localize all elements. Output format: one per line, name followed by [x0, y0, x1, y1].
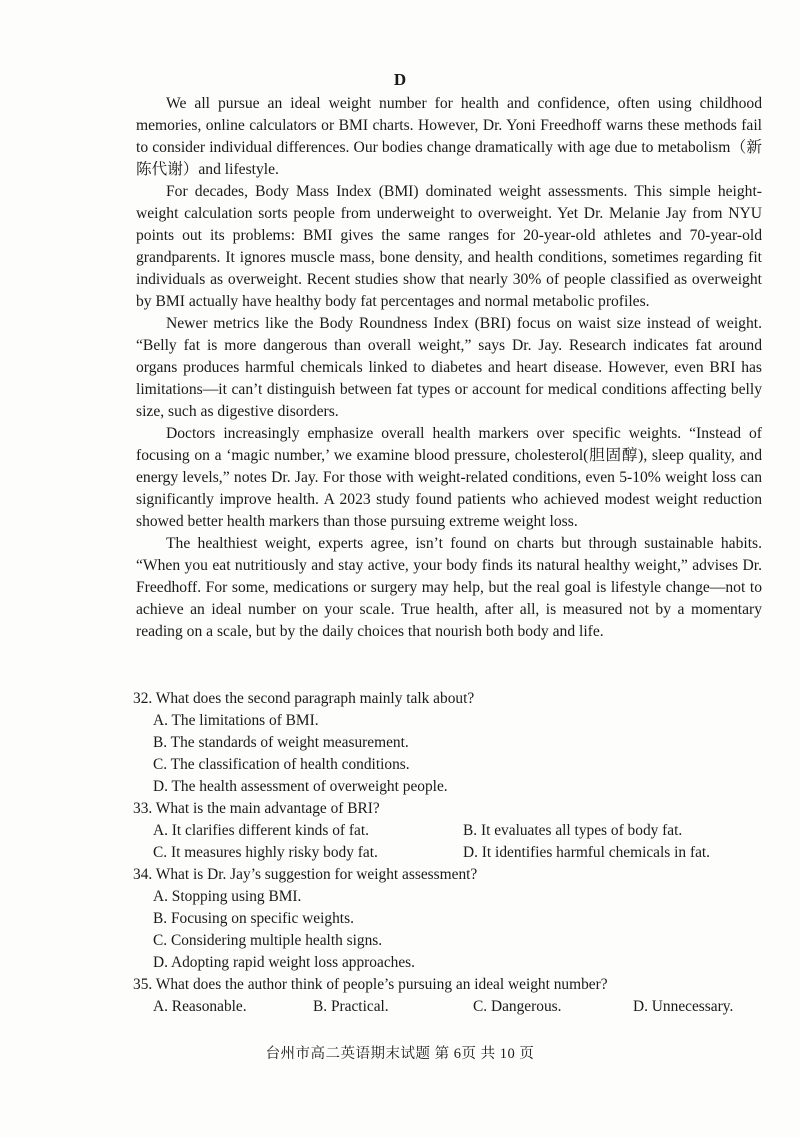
- option-row: [133, 820, 773, 842]
- option-a: A. The limitations of BMI.: [153, 712, 319, 729]
- option-c: C. Considering multiple health signs.: [153, 932, 383, 949]
- option-d: D. Unnecessary.: [633, 998, 734, 1015]
- option-d: D. Adopting rapid weight loss approaches.: [153, 954, 416, 971]
- option-c: C. It measures highly risky body fat.: [153, 844, 378, 861]
- option-d: D. The health assessment of overweight people.: [153, 778, 448, 795]
- question-34: [133, 864, 773, 974]
- question-33: [133, 798, 773, 864]
- passage-paragraph: Doctors increasingly emphasize overall health markers over specific weights. “Instead of focusing on a ‘magic number,’ we examine blood pressure, cholesterol(胆固醇), sleep quality, and energy levels,” notes Dr. Jay. For those with weight-related conditions, even 5-10% weight loss can significantly improve health. A 2023 study found patients who achieved modest weight reduction showed better health markers than those pursuing extreme weight loss.: [136, 425, 762, 530]
- option-a: A. Stopping using BMI.: [153, 888, 302, 905]
- option-b: B. It evaluates all types of body fat.: [463, 822, 683, 839]
- option-row: [133, 842, 773, 864]
- option-c: C. The classification of health conditions.: [153, 756, 410, 773]
- question-stem: 34. What is Dr. Jay’s suggestion for weight assessment?: [133, 866, 478, 883]
- section-title: D: [393, 70, 407, 89]
- passage-paragraph: We all pursue an ideal weight number for health and confidence, often using childhood memories, online calculators or BMI charts. However, Dr. Yoni Freedhoff warns these methods fail to consider individual differences. Our bodies change dramatically with age due to metabolism（新陈代谢）and lifestyle.: [136, 95, 762, 178]
- passage-paragraph: The healthiest weight, experts agree, isn’t found on charts but through sustainable habits. “When you eat nutritiously and stay active, your body finds its natural healthy weight,” advises Dr. Freedhoff. For some, medications or surgery may help, but the real goal is lifestyle change—not to achieve an ideal number on your scale. True health, after all, is measured not by a momentary reading on a scale, but by the daily choices that nourish both body and life.: [136, 535, 762, 640]
- option-row: [133, 996, 773, 1018]
- question-stem: 35. What does the author think of people’s pursuing an ideal weight number?: [133, 976, 608, 993]
- passage-paragraph: For decades, Body Mass Index (BMI) dominated weight assessments. This simple height-weight calculation sorts people from underweight to overweight. Yet Dr. Melanie Jay from NYU points out its problems: BMI gives the same ranges for 20-year-old athletes and 70-year-old grandparents. It ignores muscle mass, bone density, and health conditions, sometimes regarding fit individuals as overweight. Recent studies show that nearly 30% of people classified as overweight by BMI actually have healthy body fat percentages and normal metabolic profiles.: [136, 183, 762, 310]
- passage-paragraph: Newer metrics like the Body Roundness Index (BRI) focus on waist size instead of weight. “Belly fat is more dangerous than overall weight,” says Dr. Jay. Research indicates fat around organs produces harmful chemicals linked to diabetes and heart disease. However, even BRI has limitations—it can’t distinguish between fat types or account for medical conditions affecting belly size, such as digestive disorders.: [136, 315, 762, 420]
- question-35: [133, 974, 773, 1018]
- option-a: A. Reasonable.: [153, 998, 247, 1015]
- option-a: A. It clarifies different kinds of fat.: [153, 822, 369, 839]
- page-footer: 台州市高二英语期末试题 第 6页 共 10 页: [265, 1046, 535, 1062]
- question-list: [133, 688, 773, 1018]
- question-stem: 33. What is the main advantage of BRI?: [133, 800, 380, 817]
- option-d: D. It identifies harmful chemicals in fat.: [463, 844, 711, 861]
- option-b: B. Practical.: [313, 998, 389, 1015]
- reading-passage: [136, 93, 762, 643]
- option-b: B. Focusing on specific weights.: [153, 910, 354, 927]
- option-b: B. The standards of weight measurement.: [153, 734, 409, 751]
- question-stem: 32. What does the second paragraph mainly talk about?: [133, 690, 475, 707]
- option-c: C. Dangerous.: [473, 998, 562, 1015]
- question-32: [133, 688, 773, 798]
